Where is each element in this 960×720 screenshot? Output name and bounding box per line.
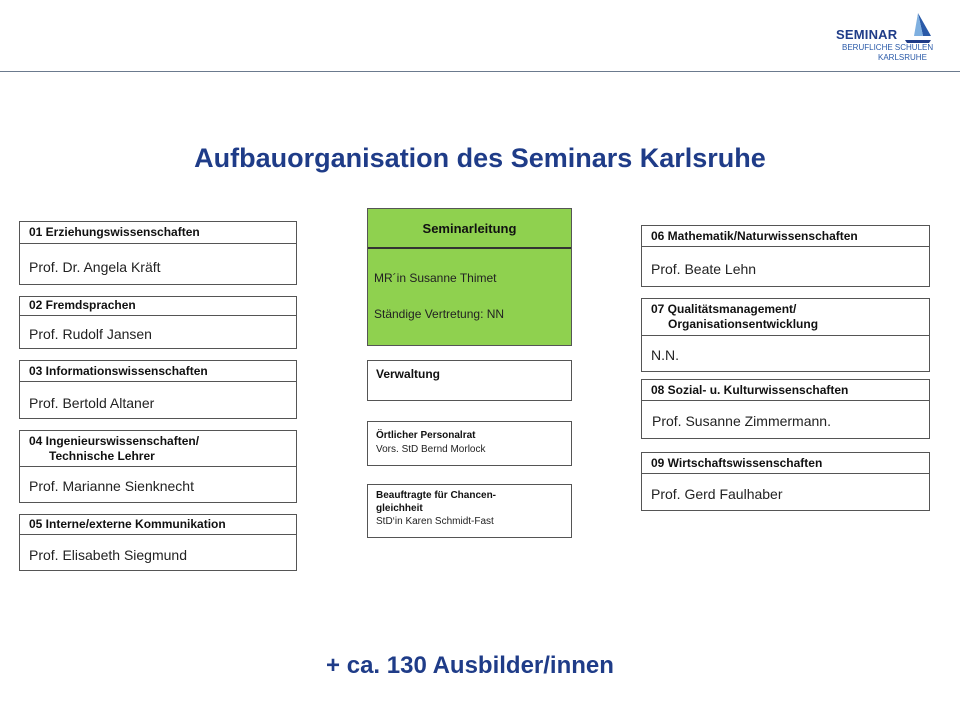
department-head: Prof. Dr. Angela Kräft xyxy=(29,259,161,275)
department-header: 03 Informationswissenschaften xyxy=(20,361,296,382)
chancengleichheit-box xyxy=(367,484,572,538)
department-header-line2: Organisationsentwicklung xyxy=(668,317,819,331)
department-head: Prof. Elisabeth Siegmund xyxy=(29,547,187,563)
department-header: 09 Wirtschaftswissenschaften xyxy=(642,453,929,474)
header-divider xyxy=(0,71,960,72)
seminar-logo xyxy=(836,10,946,66)
department-box-06 xyxy=(641,225,930,287)
trainer-count-note: + ca. 130 Ausbilder/innen xyxy=(326,652,614,679)
department-header-line2: Technische Lehrer xyxy=(49,449,155,463)
department-box-08 xyxy=(641,379,930,439)
personalrat-chair: Vors. StD Bernd Morlock xyxy=(376,444,486,455)
logo-title: SEMINAR xyxy=(836,27,898,42)
logo-subtitle-2: KARLSRUHE xyxy=(878,53,927,62)
department-header-line1: 04 Ingenieurswissenschaften/ xyxy=(29,434,200,448)
department-header-line1: 07 Qualitätsmanagement/ xyxy=(651,302,797,316)
department-head: Prof. Marianne Sienknecht xyxy=(29,478,194,494)
chancengleichheit-title-line1: Beauftragte für Chancen- xyxy=(376,490,497,501)
chancengleichheit-person: StD‘in Karen Schmidt-Fast xyxy=(376,516,494,527)
personalrat-box xyxy=(367,421,572,466)
department-head: N.N. xyxy=(651,347,679,363)
department-header: 08 Sozial- u. Kulturwissenschaften xyxy=(642,380,929,401)
department-box-09 xyxy=(641,452,930,511)
department-header: 06 Mathematik/Naturwissenschaften xyxy=(642,226,929,247)
logo-subtitle-1: BERUFLICHE SCHULEN xyxy=(842,43,934,52)
seminarleitung-header: Seminarleitung xyxy=(368,209,571,249)
department-box-07 xyxy=(641,298,930,372)
seminarleitung-deputy: Ständige Vertretung: NN xyxy=(374,307,505,321)
department-header xyxy=(642,299,929,336)
department-header xyxy=(20,431,296,467)
department-head: Prof. Susanne Zimmermann. xyxy=(652,413,831,429)
department-header: 02 Fremdsprachen xyxy=(20,297,296,316)
page-title: Aufbauorganisation des Seminars Karlsruhe xyxy=(194,143,766,173)
department-box-04 xyxy=(19,430,297,503)
personalrat-title: Örtlicher Personalrat xyxy=(376,430,476,441)
department-box-03 xyxy=(19,360,297,419)
logo-mark-icon xyxy=(902,12,932,44)
verwaltung-label: Verwaltung xyxy=(376,367,441,381)
seminarleitung-head: MR´in Susanne Thimet xyxy=(374,271,497,285)
department-header: 01 Erziehungswissenschaften xyxy=(20,222,296,244)
department-box-01 xyxy=(19,221,297,285)
department-head: Prof. Bertold Altaner xyxy=(29,395,155,411)
department-head: Prof. Beate Lehn xyxy=(651,261,757,277)
department-box-05 xyxy=(19,514,297,571)
chancengleichheit-title-line2: gleichheit xyxy=(376,503,423,514)
verwaltung-box xyxy=(367,360,572,401)
seminarleitung-box xyxy=(367,208,572,346)
department-box-02 xyxy=(19,296,297,349)
department-header: 05 Interne/externe Kommunikation xyxy=(20,515,296,535)
department-head: Prof. Rudolf Jansen xyxy=(29,326,152,342)
department-head: Prof. Gerd Faulhaber xyxy=(651,486,783,502)
